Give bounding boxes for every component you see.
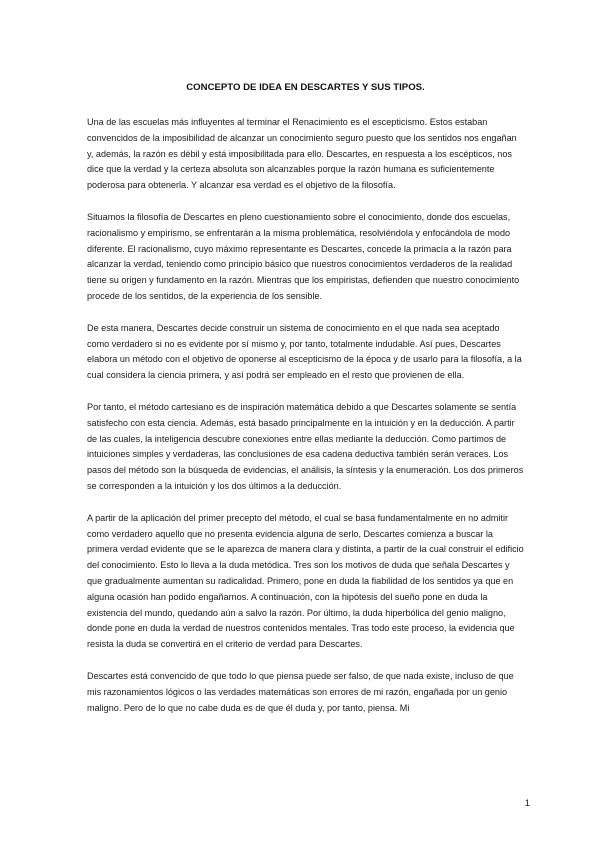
paragraph: De esta manera, Descartes decide construir un sistema de conocimiento en el que nada sea aceptado como verdadero si no es evidente por sí mismo y, por tanto, totalmente indudable. Así pues, Descartes elabora un método con el objetivo de oponerse al escepticismo de la época y de usarlo para la filosofía, a la cual considera la ciencia primera, y así podrá ser empleado en el resto que provienen de ella. bbox=[87, 322, 522, 381]
paragraph: Situamos la filosofía de Descartes en pleno cuestionamiento sobre el conocimiento, donde dos escuelas, racionalismo y empirismo, se enfrentarán a la misma problemática, resolviéndola y enfocándola de modo diferente. El racionalismo, cuyo máximo representante es Descartes, concede la primacía a la razón para alcanzar la verdad, teniendo como principio básico que nuestros conocimientos verdaderos de la realidad tiene su origen y fundamento en la razón. Mientras que los empiristas, defienden que nuestro conocimiento procede de los sentidos, de la experiencia de los sensible. bbox=[87, 211, 520, 301]
paragraph: Por tanto, el método cartesiano es de inspiración matemática debido a que Descartes solamente se sentía satisfecho con esta ciencia. Además, está basado principalmente en la intuición y en la deducción. A partir de las cuales, la inteligencia descubre conexiones entre ellas mediante la deducción. Como partimos de intuiciones simples y verdaderas, las conclusiones de esa cadena deductiva también serán veraces. Los pasos del método son la búsqueda de evidencias, el análisis, la síntesis y la enumeración. Los dos primeros se corresponden a la intuición y los dos últimos a la deducción. bbox=[87, 401, 524, 491]
paragraph: Descartes está convencido de que todo lo que piensa puede ser falso, de que nada existe, incluso de que mis razonamientos lógicos o las verdades matemáticas son errores de mi razón, engañada por un genio maligno. Pero de lo que no cabe duda es de que él duda y, por tanto, piensa. Mi bbox=[87, 670, 514, 713]
page-number: 1 bbox=[524, 798, 530, 809]
paragraph: A partir de la aplicación del primer precepto del método, el cual se basa fundamentalmente en no admitir como verdadero aquello que no presenta evidencia alguna de serlo, Descartes comienza a buscar la primera verdad evidente que se le aparezca de manera clara y distinta, a partir de la cual construir el edificio del conocimiento. Esto lo lleva a la duda metódica. Tres son los motivos de duda que señala Descartes y que gradualmente aumentan su radicalidad. Primero, pone en duda la fiabilidad de los sentidos ya que en alguna ocasión han podido engañarnos. A continuación, con la hipótesis del sueño pone en duda la existencia del mundo, quedando aún a salvo la razón. Por último, la duda hiperbólica del genio maligno, donde pone en duda la verdad de nuestros contenidos mentales. Tras todo este proceso, la evidencia que resista la duda se convertirá en el criterio de verdad para Descartes. bbox=[87, 512, 524, 650]
document-body bbox=[87, 82, 524, 732]
document-title: CONCEPTO DE IDEA EN DESCARTES Y SUS TIPOS. bbox=[186, 82, 425, 93]
paragraph: Una de las escuelas más influyentes al terminar el Renacimiento es el escepticismo. Estos estaban convencidos de la imposibilidad de alcanzar un conocimiento seguro puesto que los sentidos nos engañan y, además, la razón es débil y está imposibilitada para ello. Descartes, en respuesta a los escépticos, nos dice que la verdad y la certeza absoluta son alcanzables porque la razón humana es suficientemente poderosa para obtenerla. Y alcanzar esa verdad es el objetivo de la filosofía. bbox=[87, 117, 517, 191]
